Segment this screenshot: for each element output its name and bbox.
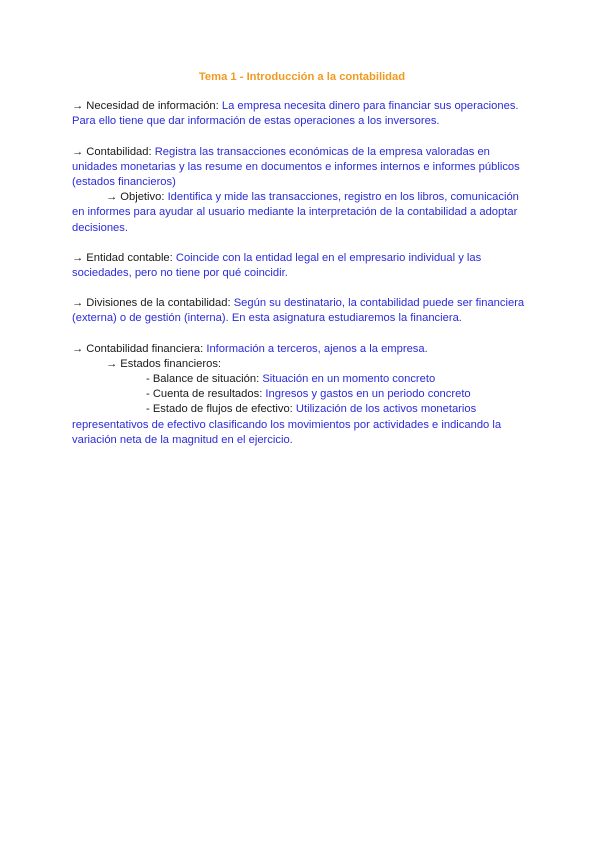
document-title: Tema 1 - Introducción a la contabilidad	[198, 71, 406, 83]
subsection-label: Estados financieros:	[120, 357, 222, 370]
item-label: Balance de situación:	[152, 373, 260, 386]
objective-text: Identifica y mide las transacciones, registro en los libros, comunicación en informes para ayudar al usuario mediante la interpretación de la contabilidad a adoptar decisiones.	[72, 191, 519, 234]
objective-block	[72, 190, 532, 236]
arrow-icon: →	[72, 100, 84, 113]
section-label: Contabilidad financiera:	[86, 342, 204, 355]
dash-bullet: -	[146, 403, 150, 416]
section-text: La empresa necesita dinero para financiar sus operaciones. Para ello tiene que dar información de estas operaciones a los inversores.	[72, 100, 519, 128]
item-text: Utilización de los activos monetarios representativos de efectivo clasificando los movimientos por actividades e indicando la variación neta de la magnitud en el ejercicio.	[72, 403, 502, 446]
section-label: Necesidad de información:	[86, 100, 219, 113]
section-text: Según su destinatario, la contabilidad puede ser financiera (externa) o de gestión (interna). En esta asignatura estudiaremos la financiera.	[72, 297, 525, 325]
small-arrow-icon: →	[106, 357, 118, 370]
estados-financieros-heading	[72, 357, 532, 372]
section-text: Registra las transacciones económicas de la empresa valoradas en unidades monetarias y las resume en documentos e informes internos e informes públicos (estados financieros)	[72, 145, 520, 189]
arrow-icon: →	[72, 145, 84, 158]
arrow-icon: →	[72, 251, 84, 264]
section-divisiones-contabilidad	[72, 296, 532, 326]
document-page	[72, 70, 532, 463]
arrow-icon: →	[72, 297, 84, 310]
list-item	[72, 402, 532, 448]
item-label: Cuenta de resultados:	[152, 388, 263, 401]
section-label: Contabilidad:	[86, 145, 152, 158]
section-label: Entidad contable:	[86, 251, 173, 264]
section-contabilidad-financiera	[72, 342, 532, 448]
list-item	[72, 372, 532, 387]
objective-label: Objetivo:	[120, 191, 165, 204]
section-necesidad-informacion	[72, 99, 532, 129]
section-text: Información a terceros, ajenos a la empresa.	[206, 342, 428, 355]
item-text: Situación en un momento concreto	[262, 373, 436, 386]
section-entidad-contable	[72, 251, 532, 281]
list-item	[72, 387, 532, 402]
item-text: Ingresos y gastos en un periodo concreto	[265, 388, 471, 401]
item-label: Estado de flujos de efectivo:	[152, 403, 293, 416]
section-label: Divisiones de la contabilidad:	[86, 297, 231, 310]
dash-bullet: -	[146, 373, 150, 386]
arrow-icon: →	[72, 342, 84, 355]
dash-bullet: -	[146, 388, 150, 401]
section-contabilidad	[72, 145, 532, 236]
small-arrow-icon: →	[106, 191, 118, 204]
section-text: Coincide con la entidad legal en el empresario individual y las sociedades, pero no tiene por qué coincidir.	[72, 251, 482, 280]
